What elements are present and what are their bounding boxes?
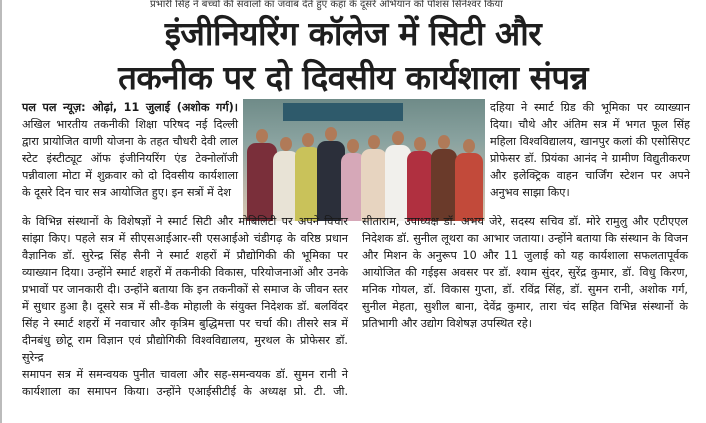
previous-article-tail: प्रभारी सिंह ने बच्चों की सवालों का जवाब देते हुए कहा के दूसरे अभियान को पौशंस सिनेश्वर किया [150,0,503,10]
photo-banner [283,103,403,121]
headline-line-1: इंजीनियरिंग कॉलेज में सिटी और [164,14,542,53]
dateline: पल पल न्यूज़: ओढ़ां, 11 जुलाई (अशोक गर्ग)। [22,101,238,114]
person-figure [407,151,433,221]
article-text [22,99,238,201]
article-column-right-top [490,99,690,201]
person-figure [361,149,387,221]
article-column-left-top [22,99,238,201]
article-paragraph: के विभिन्न संस्थानों के विशेषज्ञों ने स्मार्ट सिटी और मोबिलिटी पर अपने विचार सांझा किए। पहले सत्र में सीएसआईआर-सी एसआईओ चंडीगढ़ के वरिष्ठ प्रधान वैज्ञानिक डॉ. सुरेन्द्र सिंह सैनी ने स्मार्ट शहरों में प्रौद्योगिकी की भूमिका पर व्याख्यान दिया। उन्होंने स्मार्ट शहरों में तकनीकी विकास, परियोजनाओं और उनके प्रभावों पर जानकारी दी। उन्होंने बताया कि इन तकनीकों से समाज के जीवन स्तर में सुधार हुआ है। दूसरे सत्र में सी-डैक मोहाली के संयुक्त निदेशक डॉ. बलविंदर सिंह ने स्मार्ट शहरों में नवाचार और कृत्रिम बुद्धिमत्ता पर चर्चा की। तीसरे सत्र में दीनबंधु छोटू राम विज्ञान एवं प्रौद्योगिकी विश्वविद्यालय, मुरथल के प्रोफेसर डॉ. सुरेन्द्र [22,215,348,364]
article-paragraph: दहिया ने स्मार्ट ग्रिड की भूमिका पर व्याख्यान दिया। चौथे और अंतिम सत्र में भगत फूल सिंह महिला विश्वविद्यालय, खानपुर कलां की एसोसिएट प्रोफेसर डॉ. प्रियंका आनंद ने ग्रामीण विद्युतीकरण और इलेक्ट्रिक वाहन चार्जिंग स्टेशन पर अपने अनुभव साझा किए। [490,101,690,199]
headline-line-2: तकनीक पर दो दिवसीय कार्यशाला संपन्न [118,58,588,97]
person-figure [455,153,483,221]
group-photo [243,99,485,221]
article-paragraph: अखिल भारतीय तकनीकी शिक्षा परिषद नई दिल्ली द्वारा प्रायोजित वाणी योजना के तहत चौधरी देवी लाल स्टेट इंस्टीट्यूट ऑफ इंजीनियरिंग एंड टेक्नोलॉजी पन्नीवाला मोटा में शुक्रवार को दो दिवसीय कार्यशाला के दूसरे दिन चार सत्र आयोजित हुए। इन सत्रों में देश [22,118,238,199]
article-paragraph: समापन सत्र में समन्वयक पुनीत चावला और सह-समन्वयक डॉ. सुमन रानी ने कार्यशाला का समापन किया। उन्होंने एआईसीटीई के अध्यक्ष प्रो. टी. जी. सीताराम, उपाध्यक्ष डॉ. अभय जेरे, सदस्य सचिव डॉ. मोरे रामुलु और एटीएएल निदेशक डॉ. सुनील लूथरा का आभार जताया। उन्होंने बताया कि संस्थान के विजन और मिशन के अनुरूप 10 और 11 जुलाई को यह कार्यशाला सफलतापूर्वक आयोजित की गईइस अवसर पर डॉ. श्याम सुंदर, सुरेंद्र कुमार, डॉ. विधु किरण, मनिक गोयल, डॉ. विकास गुप्ता, डॉ. रविंद्र सिंह, डॉ. सुमन रानी, अशोक गर्ग, सुनील मेहता, सुशील बाना, देवेंद्र कुमार, तारा चंद सहित विभिन्न संस्थानों के प्रतिभागी और उद्योग विशेषज्ञ उपस्थित रहे। [22,215,688,398]
person-figure [431,149,457,221]
article-columns-bottom [22,213,688,401]
